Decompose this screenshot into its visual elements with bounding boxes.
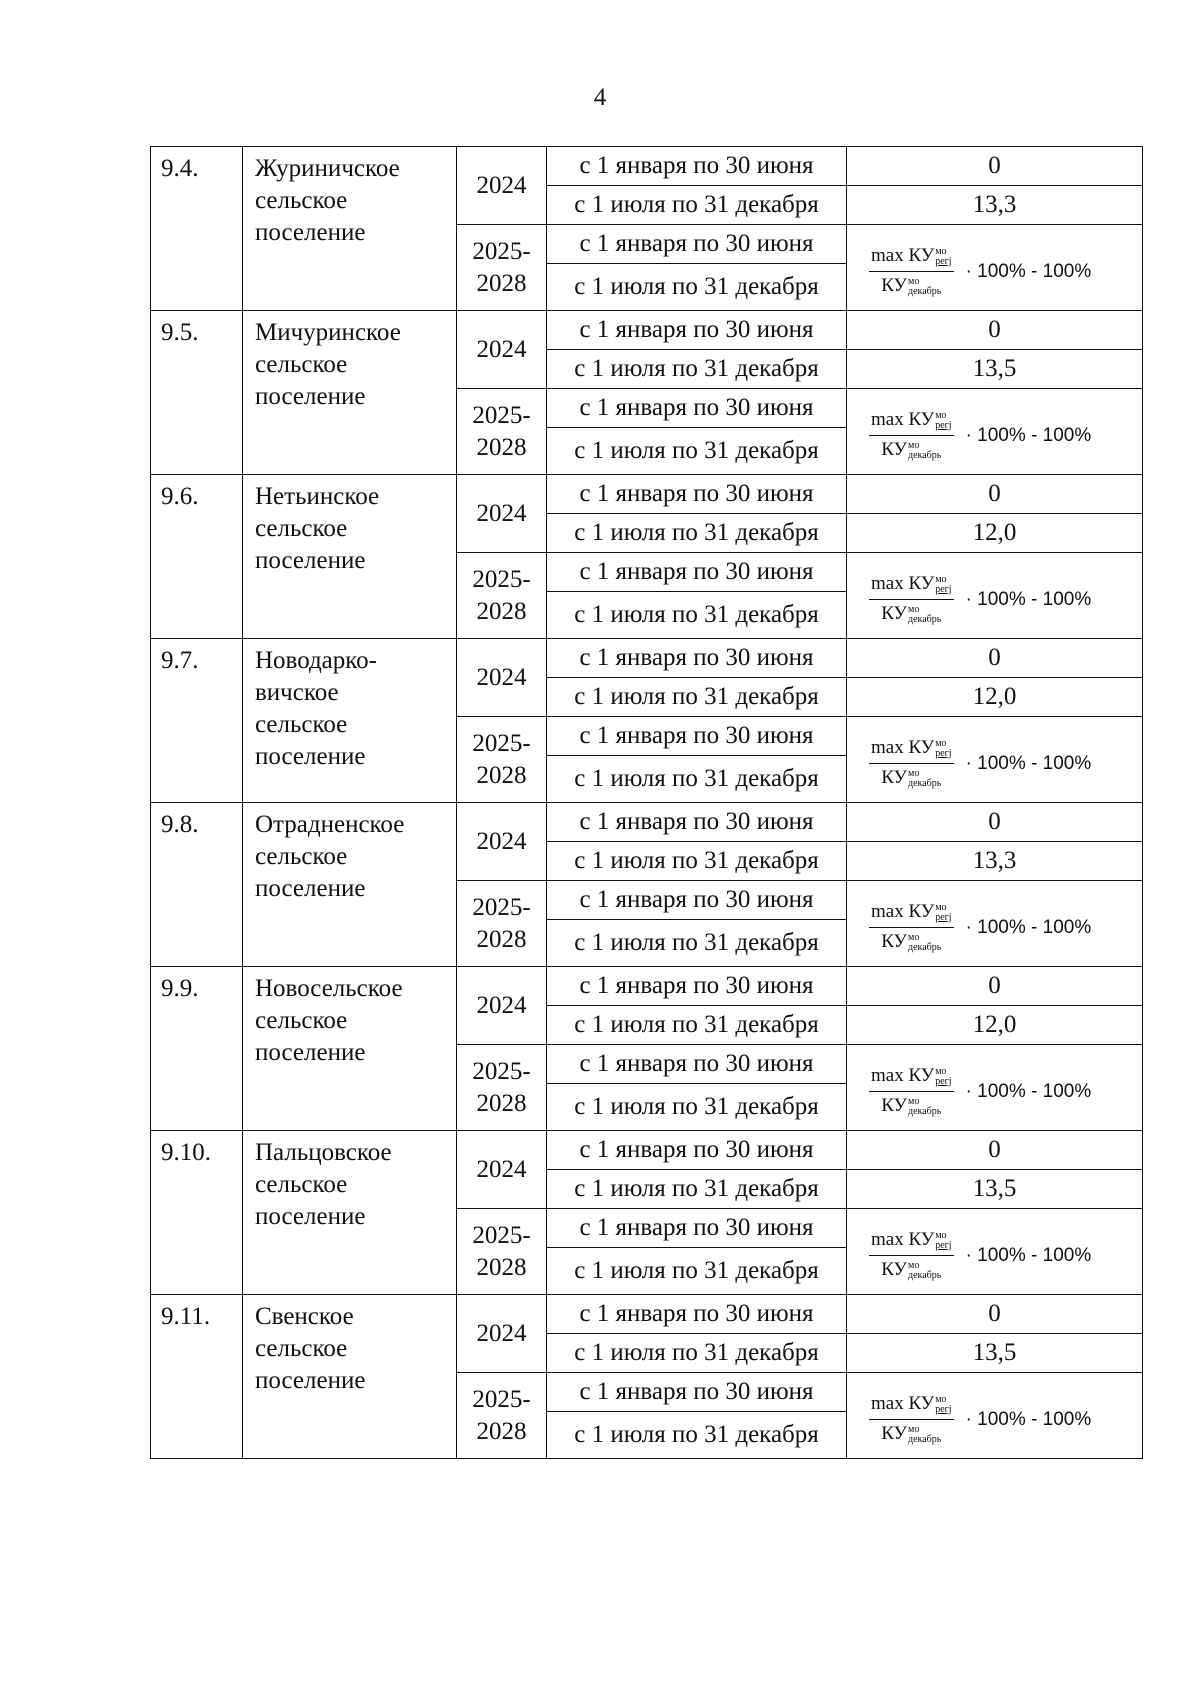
period-cell: с 1 января по 30 июня xyxy=(547,881,847,920)
formula-sub: декабрь xyxy=(907,613,942,625)
formula xyxy=(869,738,1091,788)
formula-ku: КУ xyxy=(908,1065,935,1087)
formula-numerator xyxy=(869,1230,954,1256)
formula-script xyxy=(908,277,941,297)
formula-sub: декабрь xyxy=(907,1433,942,1445)
formula-denominator xyxy=(881,272,941,297)
formula-script xyxy=(908,605,941,625)
table-row xyxy=(151,967,1143,1006)
formula-max: max xyxy=(871,573,904,595)
formula-ku: КУ xyxy=(908,409,935,431)
row-number: 9.4. xyxy=(151,147,243,311)
formula-sub: регj xyxy=(935,256,952,267)
period-cell: с 1 июля по 31 декабря xyxy=(547,1412,847,1459)
value-cell: 0 xyxy=(847,311,1143,350)
formula-numerator xyxy=(869,410,954,436)
period-cell: с 1 июля по 31 декабря xyxy=(547,1334,847,1373)
table-body xyxy=(151,147,1143,1459)
formula-sup: мо xyxy=(907,603,920,615)
formula-sub: регj xyxy=(935,584,952,595)
year-range-cell: 2025- 2028 xyxy=(457,1209,547,1295)
settlement-name: Мичуринское сельское поселение xyxy=(243,311,457,475)
value-cell: 12,0 xyxy=(847,678,1143,717)
year-range-cell: 2025- 2028 xyxy=(457,1373,547,1459)
formula-fraction xyxy=(869,410,954,460)
period-cell: с 1 января по 30 июня xyxy=(547,1373,847,1412)
formula xyxy=(869,574,1091,624)
formula-sub: регj xyxy=(935,1404,952,1415)
formula-numerator xyxy=(869,1066,954,1092)
formula-ku: КУ xyxy=(881,1423,907,1444)
formula-ku: КУ xyxy=(881,1259,907,1280)
value-cell: 0 xyxy=(847,475,1143,514)
year-cell: 2024 xyxy=(457,311,547,389)
table-row xyxy=(151,1131,1143,1170)
formula-ku: КУ xyxy=(908,737,935,759)
value-cell: 12,0 xyxy=(847,1006,1143,1045)
formula-tail: · 100% - 100% xyxy=(965,1080,1092,1102)
formula-fraction xyxy=(869,738,954,788)
formula-denominator xyxy=(881,1420,941,1445)
period-cell: с 1 июля по 31 декабря xyxy=(547,1170,847,1209)
formula-script xyxy=(908,1425,941,1445)
value-cell: 13,5 xyxy=(847,1170,1143,1209)
formula xyxy=(869,902,1091,952)
table-row xyxy=(151,311,1143,350)
period-cell: с 1 июля по 31 декабря xyxy=(547,756,847,803)
period-cell: с 1 января по 30 июня xyxy=(547,475,847,514)
formula-script xyxy=(908,933,941,953)
value-cell: 13,3 xyxy=(847,842,1143,881)
formula-max: max xyxy=(871,737,904,759)
year-cell: 2024 xyxy=(457,803,547,881)
formula-fraction xyxy=(869,902,954,952)
period-cell: с 1 июля по 31 декабря xyxy=(547,350,847,389)
formula-fraction xyxy=(869,1066,954,1116)
formula-cell xyxy=(847,717,1143,803)
formula-tail: · 100% - 100% xyxy=(965,588,1092,610)
formula-tail: · 100% - 100% xyxy=(965,752,1092,774)
formula-sup: мо xyxy=(907,931,920,943)
period-cell: с 1 июля по 31 декабря xyxy=(547,1006,847,1045)
value-cell: 0 xyxy=(847,147,1143,186)
table-row xyxy=(151,639,1143,678)
year-range-cell: 2025- 2028 xyxy=(457,553,547,639)
table-row xyxy=(151,803,1143,842)
row-number: 9.8. xyxy=(151,803,243,967)
formula-max: max xyxy=(871,245,904,267)
formula-sub: декабрь xyxy=(907,777,942,789)
formula-script xyxy=(935,739,951,759)
formula-tail: · 100% - 100% xyxy=(965,260,1092,282)
year-cell: 2024 xyxy=(457,967,547,1045)
period-cell: с 1 июля по 31 декабря xyxy=(547,514,847,553)
formula-fraction xyxy=(869,246,954,296)
formula-ku: КУ xyxy=(881,767,907,788)
formula-sub: декабрь xyxy=(907,1269,942,1281)
settlement-name: Нетьинское сельское поселение xyxy=(243,475,457,639)
formula-ku: КУ xyxy=(908,901,935,923)
formula-sup: мо xyxy=(935,246,947,257)
page-number: 4 xyxy=(593,84,607,111)
formula-denominator xyxy=(881,1256,941,1281)
year-cell: 2024 xyxy=(457,147,547,225)
period-cell: с 1 января по 30 июня xyxy=(547,1295,847,1334)
year-range-cell: 2025- 2028 xyxy=(457,389,547,475)
value-cell: 0 xyxy=(847,639,1143,678)
formula-tail: · 100% - 100% xyxy=(965,1408,1092,1430)
row-number: 9.7. xyxy=(151,639,243,803)
period-cell: с 1 января по 30 июня xyxy=(547,147,847,186)
formula-sup: мо xyxy=(907,1423,920,1435)
formula-cell xyxy=(847,389,1143,475)
formula-script xyxy=(935,575,951,595)
formula-numerator xyxy=(869,1394,954,1420)
formula-sup: мо xyxy=(907,1259,920,1271)
formula-tail: · 100% - 100% xyxy=(965,424,1092,446)
formula-max: max xyxy=(871,901,904,923)
formula-numerator xyxy=(869,574,954,600)
formula-ku: КУ xyxy=(881,275,907,296)
value-cell: 12,0 xyxy=(847,514,1143,553)
formula-max: max xyxy=(871,1393,904,1415)
formula-ku: КУ xyxy=(881,603,907,624)
formula-tail: · 100% - 100% xyxy=(965,1244,1092,1266)
formula-sub: декабрь xyxy=(907,285,942,297)
row-number: 9.11. xyxy=(151,1295,243,1459)
formula xyxy=(869,1066,1091,1116)
formula-fraction xyxy=(869,1394,954,1444)
formula-sup: мо xyxy=(935,410,947,421)
formula-sup: мо xyxy=(907,1095,920,1107)
formula-numerator xyxy=(869,738,954,764)
formula-sup: мо xyxy=(935,738,947,749)
formula-ku: КУ xyxy=(908,573,935,595)
formula-ku: КУ xyxy=(881,931,907,952)
year-range-cell: 2025- 2028 xyxy=(457,881,547,967)
settlement-name: Новодарко- вичское сельское поселение xyxy=(243,639,457,803)
formula-cell xyxy=(847,1045,1143,1131)
table-row xyxy=(151,475,1143,514)
formula-sub: регj xyxy=(935,912,952,923)
formula-fraction xyxy=(869,574,954,624)
period-cell: с 1 июля по 31 декабря xyxy=(547,592,847,639)
formula-script xyxy=(935,247,951,267)
row-number: 9.6. xyxy=(151,475,243,639)
year-cell: 2024 xyxy=(457,639,547,717)
row-number: 9.9. xyxy=(151,967,243,1131)
period-cell: с 1 июля по 31 декабря xyxy=(547,428,847,475)
table-row xyxy=(151,1295,1143,1334)
formula-numerator xyxy=(869,902,954,928)
period-cell: с 1 января по 30 июня xyxy=(547,1131,847,1170)
year-range-cell: 2025- 2028 xyxy=(457,1045,547,1131)
period-cell: с 1 января по 30 июня xyxy=(547,1209,847,1248)
formula xyxy=(869,1394,1091,1444)
row-number: 9.5. xyxy=(151,311,243,475)
period-cell: с 1 января по 30 июня xyxy=(547,1045,847,1084)
formula-cell xyxy=(847,1373,1143,1459)
settlements-table xyxy=(150,146,1143,1459)
formula-sub: регj xyxy=(935,1076,952,1087)
formula-script xyxy=(935,1395,951,1415)
formula-sub: регj xyxy=(935,1240,952,1251)
formula-denominator xyxy=(881,928,941,953)
formula-max: max xyxy=(871,1229,904,1251)
period-cell: с 1 июля по 31 декабря xyxy=(547,920,847,967)
period-cell: с 1 января по 30 июня xyxy=(547,967,847,1006)
formula-sub: декабрь xyxy=(907,1105,942,1117)
formula-script xyxy=(935,1231,951,1251)
formula-sup: мо xyxy=(935,1394,947,1405)
formula-sup: мо xyxy=(907,439,920,451)
year-range-cell: 2025- 2028 xyxy=(457,717,547,803)
period-cell: с 1 января по 30 июня xyxy=(547,639,847,678)
formula-max: max xyxy=(871,409,904,431)
formula-ku: КУ xyxy=(908,1229,935,1251)
formula-script xyxy=(908,1261,941,1281)
value-cell: 0 xyxy=(847,1295,1143,1334)
formula-script xyxy=(908,769,941,789)
formula-sup: мо xyxy=(935,1066,947,1077)
value-cell: 13,5 xyxy=(847,350,1143,389)
formula-denominator xyxy=(881,1092,941,1117)
formula-sup: мо xyxy=(935,574,947,585)
period-cell: с 1 января по 30 июня xyxy=(547,311,847,350)
formula-fraction xyxy=(869,1230,954,1280)
formula-script xyxy=(908,441,941,461)
value-cell: 13,3 xyxy=(847,186,1143,225)
settlement-name: Журиничское сельское поселение xyxy=(243,147,457,311)
formula-max: max xyxy=(871,1065,904,1087)
formula xyxy=(869,246,1091,296)
formula-ku: КУ xyxy=(908,1393,935,1415)
formula-sub: регj xyxy=(935,420,952,431)
settlement-name: Свенское сельское поселение xyxy=(243,1295,457,1459)
formula-sub: регj xyxy=(935,748,952,759)
formula-numerator xyxy=(869,246,954,272)
year-cell: 2024 xyxy=(457,475,547,553)
year-cell: 2024 xyxy=(457,1131,547,1209)
formula-denominator xyxy=(881,600,941,625)
formula-cell xyxy=(847,225,1143,311)
table-row xyxy=(151,147,1143,186)
period-cell: с 1 июля по 31 декабря xyxy=(547,186,847,225)
row-number: 9.10. xyxy=(151,1131,243,1295)
value-cell: 13,5 xyxy=(847,1334,1143,1373)
period-cell: с 1 июля по 31 декабря xyxy=(547,1248,847,1295)
formula-script xyxy=(935,903,951,923)
formula xyxy=(869,410,1091,460)
formula-sub: декабрь xyxy=(907,449,942,461)
period-cell: с 1 января по 30 июня xyxy=(547,553,847,592)
formula-sup: мо xyxy=(907,275,920,287)
formula-sup: мо xyxy=(935,1230,947,1241)
period-cell: с 1 июля по 31 декабря xyxy=(547,1084,847,1131)
formula-tail: · 100% - 100% xyxy=(965,916,1092,938)
formula-cell xyxy=(847,881,1143,967)
formula-denominator xyxy=(881,436,941,461)
formula-denominator xyxy=(881,764,941,789)
period-cell: с 1 июля по 31 декабря xyxy=(547,264,847,311)
formula-sup: мо xyxy=(907,767,920,779)
value-cell: 0 xyxy=(847,1131,1143,1170)
formula-ku: КУ xyxy=(881,439,907,460)
year-cell: 2024 xyxy=(457,1295,547,1373)
value-cell: 0 xyxy=(847,803,1143,842)
formula-ku: КУ xyxy=(908,245,935,267)
settlement-name: Отрадненское сельское поселение xyxy=(243,803,457,967)
formula-script xyxy=(935,1067,951,1087)
formula-sup: мо xyxy=(935,902,947,913)
formula-cell xyxy=(847,553,1143,639)
settlement-name: Новосельское сельское поселение xyxy=(243,967,457,1131)
formula-ku: КУ xyxy=(881,1095,907,1116)
formula-script xyxy=(908,1097,941,1117)
settlement-name: Пальцовское сельское поселение xyxy=(243,1131,457,1295)
period-cell: с 1 июля по 31 декабря xyxy=(547,842,847,881)
value-cell: 0 xyxy=(847,967,1143,1006)
period-cell: с 1 января по 30 июня xyxy=(547,803,847,842)
formula-sub: декабрь xyxy=(907,941,942,953)
year-range-cell: 2025- 2028 xyxy=(457,225,547,311)
period-cell: с 1 января по 30 июня xyxy=(547,225,847,264)
formula-cell xyxy=(847,1209,1143,1295)
formula-script xyxy=(935,411,951,431)
period-cell: с 1 января по 30 июня xyxy=(547,389,847,428)
period-cell: с 1 января по 30 июня xyxy=(547,717,847,756)
formula xyxy=(869,1230,1091,1280)
period-cell: с 1 июля по 31 декабря xyxy=(547,678,847,717)
